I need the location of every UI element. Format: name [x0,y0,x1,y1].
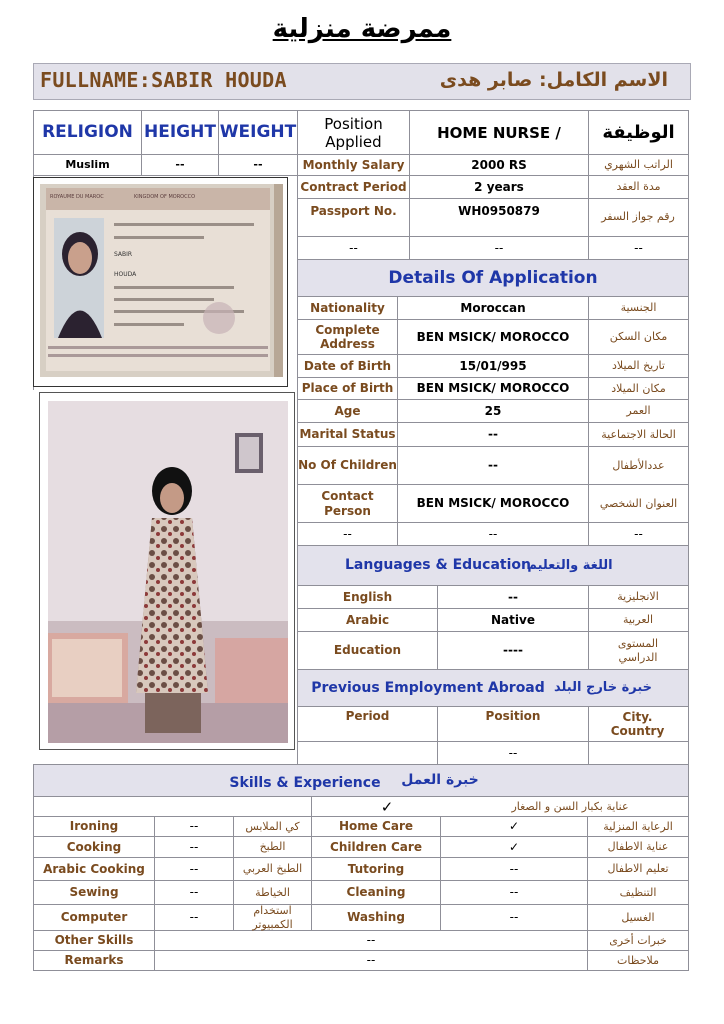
passport-value: WH0950879 [458,203,540,218]
skill-right-value: -- [509,885,519,900]
contract-period-value: 2 years [474,179,524,194]
languages-title-ar: اللغة والتعليم [527,557,613,573]
passport-image [33,177,288,387]
details-ar: مكان الميلاد [611,381,666,395]
details-ar: عددالأطفال [612,458,665,472]
language-value: -- [508,589,518,604]
skill-left-label: Sewing [69,885,119,900]
language-label: Education [333,643,402,658]
skill-right-value: ✓ [508,819,520,834]
language-label: English [342,589,393,604]
full-photo-drawing [40,393,295,750]
skill-right-label: Washing [347,910,405,925]
name-bar [33,63,691,100]
skill-right-ar: تعليم الاطفال [607,862,669,876]
details-value: BEN MSICK/ MOROCCO [416,381,570,396]
details-value: -- [488,427,498,442]
language-label: Arabic [345,612,390,627]
skill-right-ar: عناية الاطفال [607,840,669,854]
details-value: BEN MSICK/ MOROCCO [416,496,570,511]
weight-header: WEIGHT [219,122,297,143]
passport-ar: رقم جواز السفر [601,210,675,224]
skill-right-ar: الرعاية المنزلية [603,819,673,833]
skill-right-ar: التنظيف [619,885,657,899]
country-header: City. Country [610,709,665,738]
salary-ar: الراتب الشهري [604,158,673,172]
skill-left-ar: الخياطة [255,885,290,899]
skills-title-ar: خبرة العمل [401,772,479,789]
details-ar: العمر [626,404,651,418]
skill-left-value: -- [189,839,199,854]
position-ar: الوظيفة [602,121,675,143]
skill-right-label: Home Care [338,819,414,834]
details-value: -- [488,458,498,473]
skill-left-ar: استخدام الكمبيوتر [252,904,293,931]
details-value: Moroccan [460,300,526,315]
other-skills-value: -- [366,933,376,948]
full-photo [39,392,295,750]
details-ar: مكان السكن [609,330,668,344]
language-value: ---- [503,643,523,658]
contract-extra-label: -- [349,240,358,255]
skill-left-label: Cooking [66,839,122,854]
details-label: Contact Person [321,489,374,518]
language-ar: المستوى الدراسي [617,637,659,664]
details-value: BEN MSICK/ MOROCCO [416,329,570,344]
details-label: -- [343,526,352,541]
details-label: Complete Address [315,322,380,351]
contract-extra-value: -- [494,240,504,255]
salary-value: 2000 RS [471,157,527,172]
elderly-check: ✓ [380,797,394,816]
details-title: Details Of Application [388,267,598,288]
languages-title: Languages & Education [345,557,531,574]
elderly-ar: عناية بكبار السن و الصغار [511,799,629,813]
other-skills-ar: خبرات أخرى [609,933,667,947]
period-header: Period [345,708,390,723]
details-ar: الحالة الاجتماعية [601,427,676,441]
details-ar: الجنسية [620,301,657,315]
details-ar: -- [634,526,643,541]
details-label: Age [334,403,361,418]
skill-right-label: Cleaning [346,885,406,900]
details-label: No Of Children [298,458,397,473]
passport-surname: SABIR [114,251,133,258]
position-label: Position Applied [324,114,383,151]
remarks-value: -- [366,953,376,968]
weight-value: -- [253,158,263,172]
contract-period-label: Contract Period [300,179,407,194]
fullname-en: FULLNAME:SABIR HOUDA [40,68,287,92]
details-ar: تاريخ الميلاد [612,359,665,373]
skill-left-ar: كي الملابس [245,819,300,833]
passport-label: Passport No. [310,203,397,218]
employment-title-ar: خبرة خارج البلد [553,680,653,696]
language-ar: الانجليزية [617,590,659,604]
skill-left-value: -- [189,819,199,834]
employment-title: Previous Employment Abroad [311,679,545,696]
skill-right-value: -- [509,861,519,876]
skill-right-value: -- [509,910,519,925]
skills-title: Skills & Experience [229,774,381,791]
remarks-label: Remarks [64,953,124,968]
details-label: Place of Birth [301,381,394,396]
details-label: Marital Status [299,427,396,442]
employment-value: -- [508,745,518,760]
position-header: Position [485,708,541,723]
passport-header-text-2: KINGDOM OF MOROCCO [134,194,196,200]
skill-left-ar: الطبخ العربي [242,862,303,876]
skill-right-value: ✓ [508,839,520,854]
remarks-ar: ملاحظات [617,953,659,967]
page-title: ممرضة منزلية [272,14,452,44]
religion-header: RELIGION [42,122,133,143]
passport-drawing [34,178,288,387]
skill-left-label: Computer [60,910,128,925]
salary-label: Monthly Salary [302,157,405,172]
details-ar: العنوان الشخصي [599,496,678,510]
skill-left-label: Ironing [69,819,119,834]
skill-left-label: Arabic Cooking [43,861,145,876]
details-value: -- [488,526,498,541]
skill-left-ar: الطبخ [259,840,286,854]
details-value: 25 [484,403,502,418]
height-value: -- [175,158,185,172]
contract-period-ar: مدة العقد [616,180,661,194]
skill-left-value: -- [189,885,199,900]
position-value: HOME NURSE / [437,123,561,142]
fullname-ar: الاسم الكامل: صابر هدى [439,69,668,91]
skill-left-value: -- [189,861,199,876]
height-header: HEIGHT [144,122,216,143]
language-ar: العربية [622,613,654,627]
skill-left-value: -- [189,910,199,925]
religion-value: Muslim [65,158,110,172]
details-label: Nationality [310,300,385,315]
skill-right-ar: الغسيل [621,910,655,924]
passport-header-text: ROYAUME DU MAROC [50,194,104,200]
language-value: Native [491,612,535,627]
passport-given: HOUDA [114,271,137,278]
skill-right-label: Tutoring [347,861,405,876]
skill-right-label: Children Care [330,839,422,854]
details-label: Date of Birth [303,358,392,373]
details-value: 15/01/995 [459,358,527,373]
other-skills-label: Other Skills [54,933,134,948]
contract-extra-ar: -- [634,240,643,255]
